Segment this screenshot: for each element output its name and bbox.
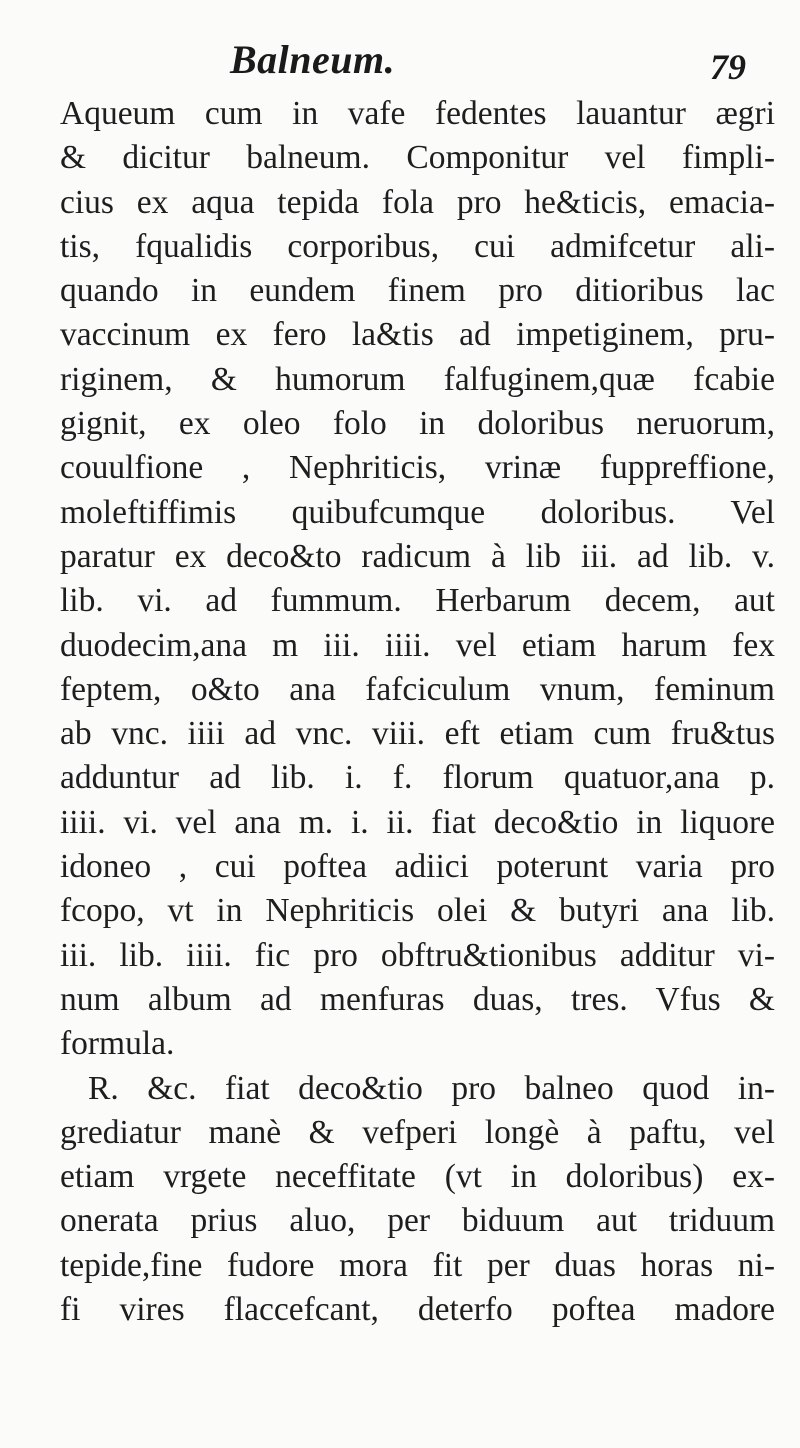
text-line: ab vnc. iiii ad vnc. viii. eft etiam cum fru&tus — [60, 715, 775, 753]
page-header — [0, 30, 800, 90]
text-line: formula. — [60, 1025, 175, 1063]
text-line: duodecim,ana m iii. iiii. vel etiam harum fex — [60, 626, 775, 664]
text-line: R. &c. fiat deco&tio pro balneo quod in- — [88, 1069, 775, 1107]
page-number: 79 — [710, 47, 746, 87]
text-line: paratur ex deco&to radicum à lib iii. ad lib. v. — [60, 537, 775, 575]
text-line: quando in eundem finem pro ditioribus lac — [60, 272, 775, 310]
text-line: iiii. vi. vel ana m. i. ii. fiat deco&tio in liquore — [60, 803, 775, 841]
text-line: cius ex aqua tepida fola pro he&ticis, emacia- — [60, 183, 775, 221]
running-head: Balneum. — [230, 37, 396, 82]
text-line: riginem, & humorum falfuginem,quæ fcabie — [60, 360, 775, 398]
text-line: & dicitur balneum. Componitur vel fimpli- — [60, 139, 775, 177]
text-line: couulfione , Nephriticis, vrinæ fuppreffione, — [60, 449, 775, 487]
paragraph-1 — [60, 92, 775, 1067]
text-line: onerata prius aluo, per biduum aut triduum — [60, 1202, 775, 1240]
text-line: etiam vrgete neceffitate (vt in doloribus) ex- — [60, 1158, 775, 1196]
text-line: lib. vi. ad fummum. Herbarum decem, aut — [60, 582, 775, 620]
text-line: fi vires flaccefcant, deterfo poftea madore — [60, 1291, 775, 1329]
paragraph-2 — [60, 1067, 775, 1333]
text-line: idoneo , cui poftea adiici poterunt varia pro — [60, 848, 775, 886]
text-line: iii. lib. iiii. fic pro obftru&tionibus additur vi- — [60, 936, 775, 974]
text-line: tis, fqualidis corporibus, cui admifcetur ali- — [60, 227, 775, 265]
body-text — [60, 92, 775, 1332]
text-line: tepide,fine fudore mora fit per duas horas ni- — [60, 1246, 775, 1284]
text-line: Aqueum cum in vafe fedentes lauantur ægri — [60, 95, 775, 132]
text-line: feptem, o&to ana fafciculum vnum, feminum — [60, 670, 775, 708]
text-line: adduntur ad lib. i. f. florum quatuor,ana p. — [60, 759, 775, 797]
text-line: grediatur manè & vefperi longè à paftu, vel — [60, 1113, 775, 1151]
text-line: moleftiffimis quibufcumque doloribus. Vel — [60, 493, 775, 531]
text-line: vaccinum ex fero la&tis ad impetiginem, pru- — [60, 316, 775, 354]
text-line: fcopo, vt in Nephriticis olei & butyri ana lib. — [60, 892, 775, 930]
text-line: num album ad menfuras duas, tres. Vfus & — [60, 980, 775, 1018]
text-line: gignit, ex oleo folo in doloribus neruorum, — [60, 405, 775, 443]
